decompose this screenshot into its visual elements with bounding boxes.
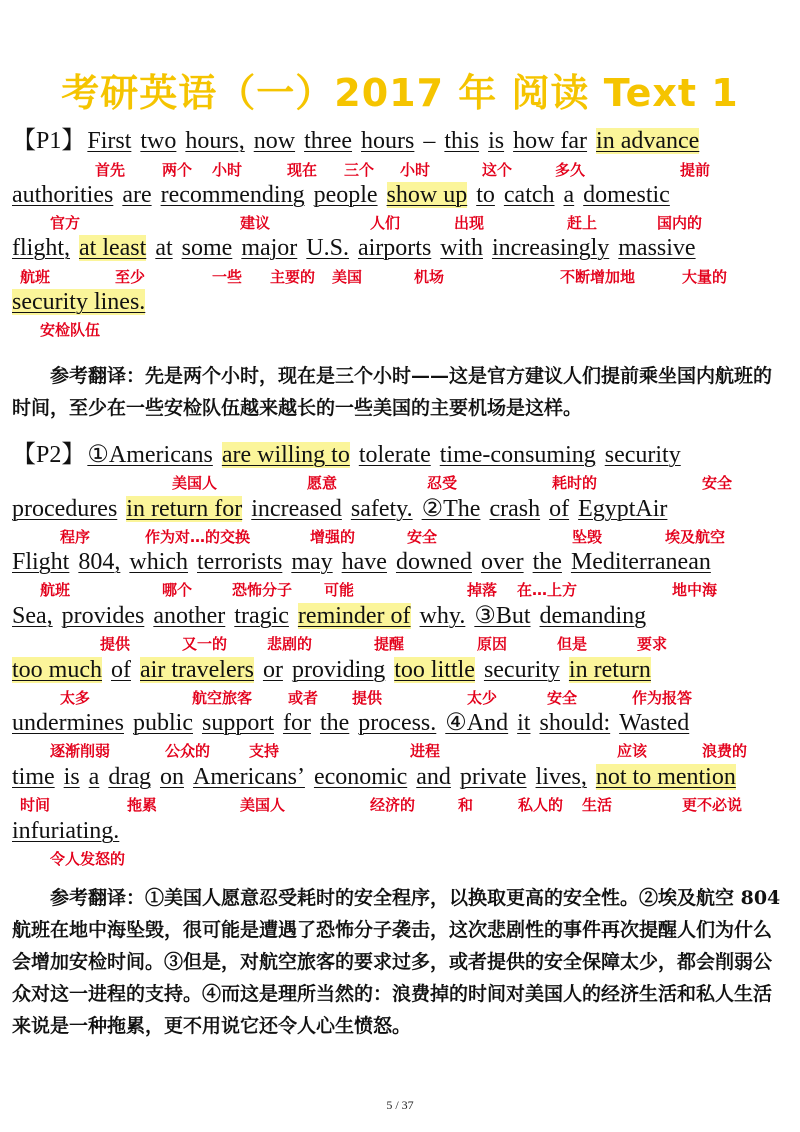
gloss: 坠毁 xyxy=(572,528,603,546)
word: public xyxy=(132,710,193,736)
p2-line-6 xyxy=(12,708,698,738)
gloss: 提前 xyxy=(680,161,711,179)
p1-line-3 xyxy=(12,233,705,263)
word: Flight xyxy=(12,549,70,575)
word: it xyxy=(517,710,531,736)
gloss: 人们 xyxy=(370,214,401,232)
p1-translation: 参考翻译：先是两个小时，现在是三个小时——这是官方建议人们提前乘坐国内航班的时间，至少在一些安检队伍越来越长的一些美国的主要机场是这样。 xyxy=(12,365,773,419)
gloss: 小时 xyxy=(212,161,243,179)
gloss: 美国人 xyxy=(240,796,286,814)
gloss: 进程 xyxy=(410,742,441,760)
word: ②The xyxy=(421,496,481,522)
gloss: 增强的 xyxy=(310,528,356,546)
word: security xyxy=(483,657,560,683)
highlighted-phrase: air travelers xyxy=(140,657,254,683)
gloss: 主要的 xyxy=(270,268,316,286)
word: catch xyxy=(503,182,555,208)
gloss: 提供 xyxy=(352,689,383,707)
gloss: 安检队伍 xyxy=(40,321,101,339)
p2-line-2 xyxy=(12,494,676,524)
word: provides xyxy=(61,603,145,629)
highlighted-phrase: show up xyxy=(386,182,468,208)
gloss: 又一的 xyxy=(182,635,228,653)
gloss: 大量的 xyxy=(682,268,728,286)
gloss: 生活 xyxy=(582,796,613,814)
p2-line-7 xyxy=(12,762,745,792)
page-title: 考研英语（一）2017 年 阅读 Text 1 xyxy=(61,71,739,115)
word: support xyxy=(201,710,274,736)
word: First xyxy=(87,128,132,154)
word: the xyxy=(319,710,350,736)
gloss: 应该 xyxy=(617,742,648,760)
highlighted-phrase: are willing to xyxy=(221,442,350,468)
gloss: 愿意 xyxy=(307,474,338,492)
gloss: 地中海 xyxy=(672,581,718,599)
word: airports xyxy=(357,235,432,261)
word: terrorists xyxy=(197,549,283,575)
gloss: 时间 xyxy=(20,796,51,814)
word: Mediterranean xyxy=(570,549,711,575)
word: some xyxy=(181,235,233,261)
gloss: 但是 xyxy=(557,635,588,653)
word: drag xyxy=(108,764,151,790)
p2-tag: 【P2】 xyxy=(12,442,86,468)
word: the xyxy=(532,549,562,575)
gloss: 哪个 xyxy=(162,581,193,599)
word: are xyxy=(122,182,152,208)
word: for xyxy=(282,710,311,736)
gloss: 作为报答 xyxy=(632,689,693,707)
p2-line-4 xyxy=(12,601,655,631)
gloss: 首先 xyxy=(95,161,126,179)
word: how far xyxy=(513,128,588,154)
word: over xyxy=(480,549,524,575)
word: major xyxy=(241,235,298,261)
gloss: 可能 xyxy=(324,581,355,599)
word: private xyxy=(459,764,527,790)
p1-line-1 xyxy=(12,126,708,156)
gloss: 安全 xyxy=(407,528,438,546)
gloss: 掉落 xyxy=(467,581,498,599)
gloss: 要求 xyxy=(637,635,668,653)
word: ③But xyxy=(474,603,531,629)
word: time-consuming xyxy=(439,442,596,468)
word: recommending xyxy=(160,182,305,208)
word: increased xyxy=(251,496,342,522)
gloss: 不断增加地 xyxy=(560,268,636,286)
gloss: 或者 xyxy=(288,689,319,707)
gloss: 美国人 xyxy=(172,474,218,492)
gloss: 在…上方 xyxy=(517,581,578,599)
word: downed xyxy=(395,549,472,575)
word: procedures xyxy=(12,496,118,522)
gloss: 航班 xyxy=(20,268,51,286)
word: tolerate xyxy=(358,442,431,468)
word: of xyxy=(549,496,570,522)
highlighted-phrase: too much xyxy=(12,657,102,683)
gloss: 这个 xyxy=(482,161,513,179)
word: 804, xyxy=(78,549,121,575)
word: Sea, xyxy=(12,603,53,629)
gloss: 忍受 xyxy=(427,474,458,492)
gloss: 作为对…的交换 xyxy=(145,528,251,546)
word: at xyxy=(155,235,173,261)
highlighted-phrase: at least xyxy=(79,235,147,261)
gloss: 多久 xyxy=(555,161,586,179)
gloss: 浪费的 xyxy=(702,742,748,760)
word: a xyxy=(563,182,575,208)
word: crash xyxy=(489,496,541,522)
word: Wasted xyxy=(619,710,690,736)
word: EgyptAir xyxy=(578,496,668,522)
gloss: 耗时的 xyxy=(552,474,598,492)
word: to xyxy=(476,182,495,208)
gloss: 机场 xyxy=(414,268,445,286)
gloss: 悲剧的 xyxy=(267,635,313,653)
p2-line-1 xyxy=(12,440,690,470)
word: domestic xyxy=(583,182,670,208)
gloss: 提供 xyxy=(100,635,131,653)
word: ④And xyxy=(445,710,509,736)
word: with xyxy=(440,235,483,261)
word: Americans’ xyxy=(192,764,305,790)
word: hours xyxy=(361,128,415,154)
word: providing xyxy=(291,657,386,683)
p1-line-4 xyxy=(12,287,154,317)
word: two xyxy=(140,128,177,154)
p2-line-3 xyxy=(12,547,720,577)
word: should: xyxy=(539,710,611,736)
highlighted-phrase: not to mention xyxy=(595,764,736,790)
word: massive xyxy=(618,235,696,261)
gloss: 一些 xyxy=(212,268,243,286)
word: time xyxy=(12,764,55,790)
word: may xyxy=(291,549,333,575)
gloss: 至少 xyxy=(115,268,146,286)
word: now xyxy=(253,128,296,154)
highlighted-phrase: in return xyxy=(568,657,651,683)
gloss: 原因 xyxy=(477,635,508,653)
gloss: 公众的 xyxy=(165,742,211,760)
p2-line-8 xyxy=(12,816,128,846)
word: economic xyxy=(313,764,408,790)
word: a xyxy=(88,764,100,790)
word: this xyxy=(444,128,480,154)
word: another xyxy=(153,603,226,629)
gloss: 更不必说 xyxy=(682,796,743,814)
word: is xyxy=(63,764,80,790)
word: and xyxy=(416,764,451,790)
word: is xyxy=(488,128,505,154)
highlighted-phrase: in return for xyxy=(126,496,243,522)
highlighted-phrase: security lines. xyxy=(12,289,146,315)
gloss: 建议 xyxy=(240,214,271,232)
word: – xyxy=(423,128,436,154)
word: U.S. xyxy=(306,235,349,261)
gloss: 赶上 xyxy=(567,214,598,232)
gloss: 安全 xyxy=(547,689,578,707)
word: why. xyxy=(419,603,466,629)
word: flight, xyxy=(12,235,70,261)
gloss: 两个 xyxy=(162,161,193,179)
gloss: 太多 xyxy=(60,689,91,707)
gloss: 官方 xyxy=(50,214,81,232)
word: infuriating. xyxy=(12,818,120,844)
p1-tag: 【P1】 xyxy=(12,128,86,154)
word: demanding xyxy=(539,603,647,629)
word: increasingly xyxy=(491,235,610,261)
word: three xyxy=(304,128,353,154)
gloss: 埃及航空 xyxy=(665,528,726,546)
gloss: 太少 xyxy=(467,689,498,707)
highlighted-phrase: reminder of xyxy=(297,603,411,629)
p2-translation: 参考翻译：①美国人愿意忍受耗时的安全程序，以换取更高的安全性。②埃及航空 804 航班在地中海坠毁，很可能是遭遇了恐怖分子袭击，这次悲剧性的事件再次提醒人们为什么会增加安检时间。③但是，对航空旅客的要求过多，或者提供的安全保障太少，都会削弱公众对这一进程的支持。④而这是理所当然的：浪费掉的时间对美国人的经济生活和私人生活来说是一种拖累，更不用说它还令人心生愤怒。 xyxy=(12,887,781,1037)
gloss: 经济的 xyxy=(370,796,416,814)
page-number: 5 / 37 xyxy=(386,1098,414,1112)
gloss: 恐怖分子 xyxy=(232,581,293,599)
word: on xyxy=(159,764,184,790)
word: undermines xyxy=(12,710,124,736)
highlighted-phrase: in advance xyxy=(596,128,700,154)
word: authorities xyxy=(12,182,114,208)
word: which xyxy=(129,549,189,575)
gloss: 三个 xyxy=(344,161,375,179)
gloss: 和 xyxy=(458,796,474,814)
gloss: 拖累 xyxy=(127,796,158,814)
word: ①Americans xyxy=(87,442,213,468)
word: or xyxy=(262,657,283,683)
gloss: 安全 xyxy=(702,474,733,492)
gloss: 航班 xyxy=(40,581,71,599)
word: tragic xyxy=(234,603,289,629)
gloss: 私人的 xyxy=(518,796,564,814)
gloss: 小时 xyxy=(400,161,431,179)
word: safety. xyxy=(350,496,413,522)
gloss: 提醒 xyxy=(374,635,405,653)
gloss: 航空旅客 xyxy=(192,689,253,707)
word: security xyxy=(604,442,681,468)
gloss: 美国 xyxy=(332,268,363,286)
gloss: 支持 xyxy=(249,742,280,760)
p2-line-5 xyxy=(12,655,660,685)
word: of xyxy=(111,657,131,683)
gloss: 出现 xyxy=(454,214,485,232)
word: lives, xyxy=(535,764,587,790)
gloss: 国内的 xyxy=(657,214,703,232)
p1-line-2 xyxy=(12,180,679,210)
word: people xyxy=(313,182,378,208)
gloss: 现在 xyxy=(287,161,318,179)
word: hours, xyxy=(185,128,245,154)
highlighted-phrase: too little xyxy=(394,657,475,683)
gloss: 逐渐削弱 xyxy=(50,742,111,760)
gloss: 令人发怒的 xyxy=(50,850,126,868)
word: process. xyxy=(358,710,437,736)
gloss: 程序 xyxy=(60,528,91,546)
word: have xyxy=(341,549,387,575)
